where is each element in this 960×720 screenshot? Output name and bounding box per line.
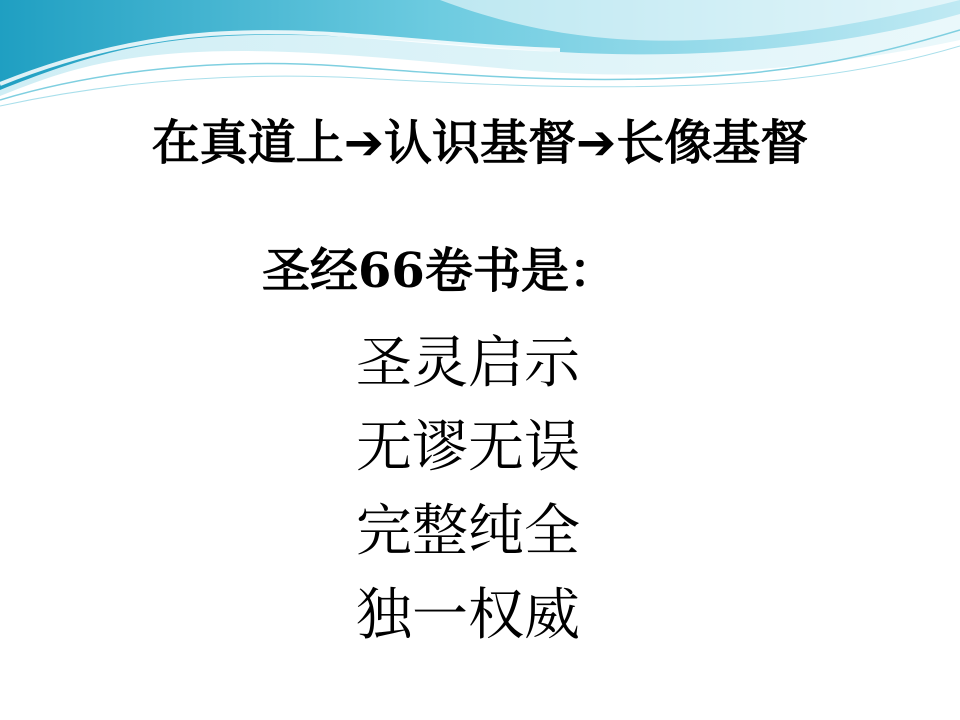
arrow-right-icon: ➔ [576,115,617,171]
slide-subtitle [262,236,617,306]
decorative-wave-header [0,0,960,120]
slide-title [0,108,960,178]
title-part-1: 在真道上 [151,115,344,171]
list-item: 无谬无误 [356,415,580,480]
title-part-3: 长像基督 [616,115,809,171]
list-item: 独一权威 [356,583,580,648]
list-item: 圣灵启示 [356,331,580,396]
arrow-right-icon: ➔ [343,115,384,171]
subtitle-number: 66 [358,243,425,299]
subtitle-suffix: 卷书是： [424,243,617,299]
list-item: 完整纯全 [356,499,580,564]
attribute-list [356,322,616,658]
title-part-2: 认识基督 [383,115,576,171]
subtitle-prefix: 圣经 [262,243,359,299]
